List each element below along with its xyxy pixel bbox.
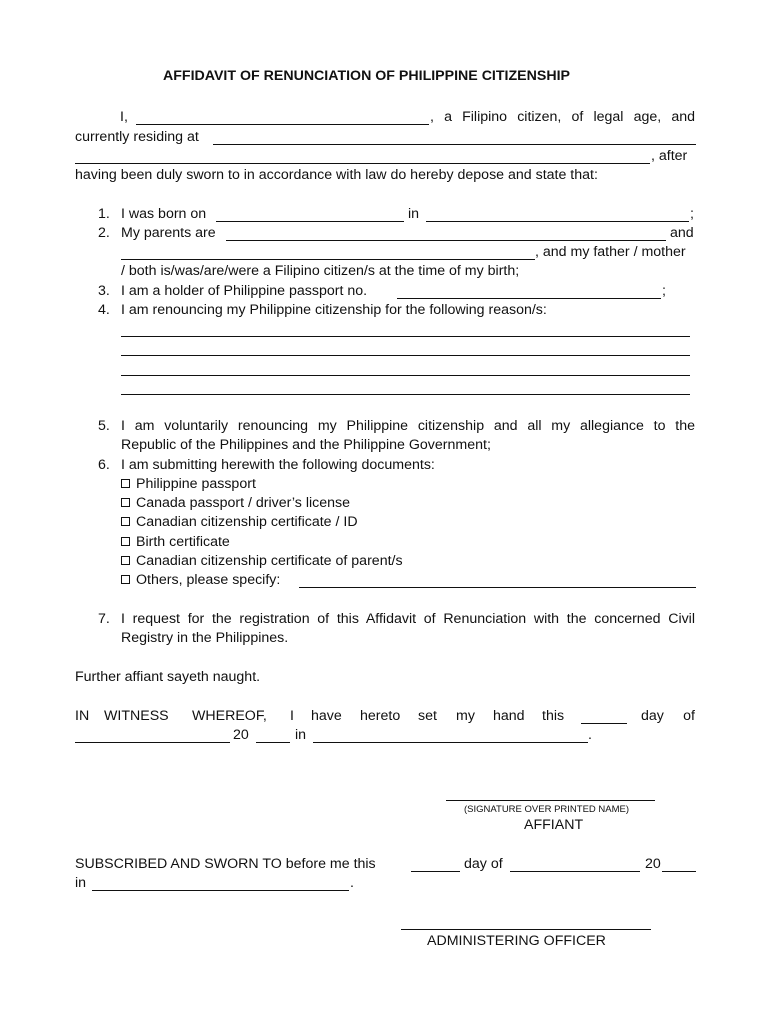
parents-and: and — [670, 225, 694, 241]
parents-field-2[interactable] — [121, 259, 535, 260]
semicolon-1: ; — [690, 206, 694, 222]
checkbox[interactable] — [121, 556, 130, 565]
birth-place-field[interactable] — [426, 221, 689, 222]
passport-number-field[interactable] — [397, 298, 661, 299]
request-text-1: I request for the registration of this Affidavit of Renunciation with the concerned Civil — [121, 611, 695, 627]
witness-word: I — [290, 708, 294, 724]
doc-checkbox-item[interactable]: Others, please specify: — [121, 572, 280, 588]
page-title: AFFIDAVIT OF RENUNCIATION OF PHILIPPINE CITIZENSHIP — [163, 68, 570, 84]
residence-field-1[interactable] — [213, 144, 696, 145]
witness-period: . — [588, 727, 592, 743]
subscribed-in: in — [75, 875, 87, 891]
subscribed-month-field[interactable] — [510, 871, 640, 872]
checkbox[interactable] — [121, 575, 130, 584]
subscribed-place-field[interactable] — [92, 890, 349, 891]
witness-day-field[interactable] — [581, 723, 627, 724]
subscribed-period: . — [350, 875, 354, 891]
intro-after-text: , after — [651, 148, 688, 164]
witness-word: set — [418, 708, 437, 724]
witness-word: WITNESS — [104, 708, 169, 724]
others-specify-field[interactable] — [299, 587, 696, 588]
signature-line[interactable] — [446, 800, 655, 801]
item-number-1: 1. — [98, 206, 110, 222]
witness-in: in — [295, 727, 307, 743]
reason-line-4[interactable] — [121, 394, 690, 395]
reasons-label: I am renouncing my Philippine citizenship for the following reason/s: — [121, 302, 547, 318]
item-number-2: 2. — [98, 225, 110, 241]
subscribed-year-field[interactable] — [662, 871, 696, 872]
intro-i: I, — [120, 109, 128, 125]
subscribed-day-field[interactable] — [411, 871, 460, 872]
checkbox[interactable] — [121, 479, 130, 488]
father-mother-text: , and my father / mother — [535, 244, 686, 260]
doc-checkbox-item[interactable]: Canadian citizenship certificate of parent/s — [121, 553, 403, 569]
passport-label: I am a holder of Philippine passport no. — [121, 283, 368, 299]
born-in-label: in — [408, 206, 420, 222]
witness-day-of: day of — [641, 708, 695, 724]
born-label: I was born on — [121, 206, 207, 222]
birth-date-field[interactable] — [216, 221, 404, 222]
parents-label: My parents are — [121, 225, 216, 241]
witness-twenty: 20 — [233, 727, 249, 743]
witness-word: IN — [75, 708, 90, 724]
doc-checkbox-item[interactable]: Philippine passport — [121, 476, 256, 492]
citizenship-parents-text: / both is/was/are/were a Filipino citizen/s at the time of my birth; — [121, 263, 520, 279]
item-number-5: 5. — [98, 418, 110, 434]
residence-field-2[interactable] — [75, 163, 650, 164]
checkbox[interactable] — [121, 537, 130, 546]
checkbox[interactable] — [121, 498, 130, 507]
intro-citizen-text: , a Filipino citizen, of legal age, and — [430, 109, 695, 125]
witness-year-field[interactable] — [256, 742, 290, 743]
doc-checkbox-item[interactable]: Birth certificate — [121, 534, 230, 550]
parents-field-1[interactable] — [226, 240, 666, 241]
item-number-4: 4. — [98, 302, 110, 318]
documents-label: I am submitting herewith the following documents: — [121, 457, 435, 473]
witness-place-field[interactable] — [313, 742, 588, 743]
item-number-6: 6. — [98, 457, 110, 473]
semicolon-3: ; — [662, 283, 666, 299]
reason-line-3[interactable] — [121, 375, 690, 376]
intro-residing-label: currently residing at — [75, 129, 199, 145]
officer-signature-line[interactable] — [401, 929, 651, 930]
subscribed-twenty: 20 — [645, 856, 661, 872]
item-number-3: 3. — [98, 283, 110, 299]
voluntary-text-1: I am voluntarily renouncing my Philippine citizenship and all my allegiance to the — [121, 418, 695, 434]
witness-word: hereto — [360, 708, 401, 724]
reason-line-1[interactable] — [121, 336, 690, 337]
affiant-name-field[interactable] — [136, 124, 429, 125]
witness-word: hand — [493, 708, 525, 724]
request-text-2: Registry in the Philippines. — [121, 630, 289, 646]
witness-month-field[interactable] — [75, 742, 230, 743]
intro-sworn-text: having been duly sworn to in accordance with law do hereby depose and state that: — [75, 167, 598, 183]
voluntary-text-2: Republic of the Philippines and the Philippine Government; — [121, 437, 491, 453]
checkbox[interactable] — [121, 517, 130, 526]
administering-officer-label: ADMINISTERING OFFICER — [427, 933, 606, 949]
doc-checkbox-item[interactable]: Canadian citizenship certificate / ID — [121, 514, 358, 530]
signature-caption: (SIGNATURE OVER PRINTED NAME) — [464, 804, 630, 815]
reason-line-2[interactable] — [121, 355, 690, 356]
witness-word: WHEREOF, — [192, 708, 267, 724]
witness-word: have — [311, 708, 342, 724]
further-affiant-text: Further affiant sayeth naught. — [75, 669, 261, 685]
item-number-7: 7. — [98, 611, 110, 627]
subscribed-day-of: day of — [464, 856, 503, 872]
subscribed-text: SUBSCRIBED AND SWORN TO before me this — [75, 856, 376, 872]
witness-word: my — [456, 708, 475, 724]
affiant-label: AFFIANT — [524, 817, 584, 833]
doc-checkbox-item[interactable]: Canada passport / driver’s license — [121, 495, 350, 511]
witness-word: this — [542, 708, 565, 724]
